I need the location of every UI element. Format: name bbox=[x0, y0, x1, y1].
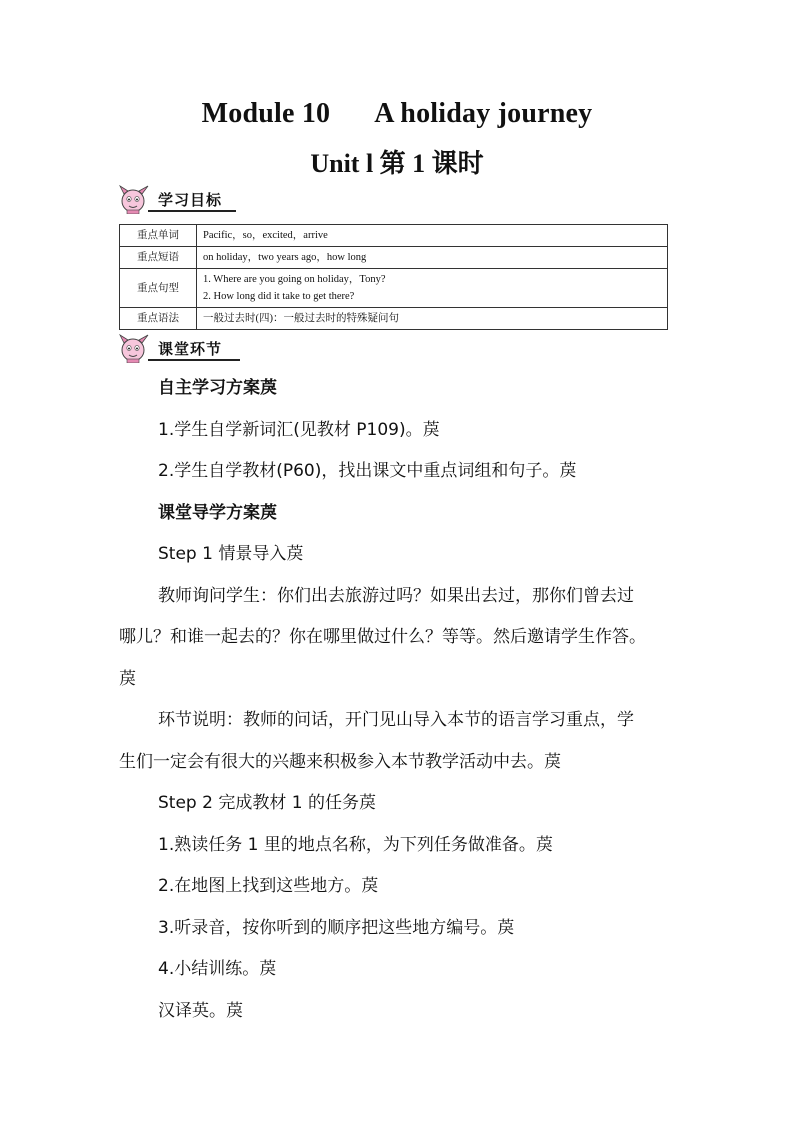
classroom-badge bbox=[118, 333, 242, 363]
module-number: Module 10 bbox=[201, 98, 331, 129]
objectives-badge bbox=[118, 184, 238, 214]
end-mark: 䓞 bbox=[119, 669, 136, 689]
task-item: 4.小结训练。䓞 bbox=[158, 959, 277, 979]
objectives-badge-label: 学习目标 bbox=[158, 191, 223, 209]
table-key: 重点语法 bbox=[120, 308, 197, 330]
table-row bbox=[120, 269, 668, 308]
paragraph-line: 生们一定会有很大的兴趣来积极参入本节教学活动中去。䓞 bbox=[119, 752, 561, 772]
table-value: 一般过去时(四)：一般过去时的特殊疑问句 bbox=[197, 308, 668, 330]
step-heading: Step 2 完成教材 1 的任务䓞 bbox=[158, 793, 376, 813]
paragraph-line: 哪儿？和谁一起去的？你在哪里做过什么？等等。然后邀请学生作答。 bbox=[119, 627, 646, 647]
table-value: on holiday，two years ago，how long bbox=[197, 247, 668, 269]
table-row bbox=[120, 225, 668, 247]
step-heading: Step 1 情景导入䓞 bbox=[158, 544, 304, 564]
classroom-badge-label: 课堂环节 bbox=[158, 340, 223, 358]
section-heading: 课堂导学方案䓞 bbox=[158, 503, 277, 523]
task-item: 汉译英。䓞 bbox=[158, 1001, 243, 1021]
table-row bbox=[120, 247, 668, 269]
paragraph-line: 教师询问学生：你们出去旅游过吗？如果出去过，那你们曾去过 bbox=[158, 586, 634, 606]
table-row bbox=[120, 308, 668, 330]
task-item: 1.熟读任务 1 里的地点名称，为下列任务做准备。䓞 bbox=[158, 835, 553, 855]
module-title bbox=[0, 98, 794, 130]
module-topic: A holiday journey bbox=[374, 98, 593, 129]
objectives-table bbox=[119, 224, 668, 330]
task-item: 3.听录音，按你听到的顺序把这些地方编号。䓞 bbox=[158, 918, 515, 938]
sentence-pattern-2: 2. How long did it take to get there? bbox=[203, 291, 355, 302]
badge-underline bbox=[148, 359, 240, 361]
table-key: 重点句型 bbox=[120, 269, 197, 308]
table-key: 重点单词 bbox=[120, 225, 197, 247]
paragraph-line: 环节说明：教师的问话，开门见山导入本节的语言学习重点，学 bbox=[158, 710, 634, 730]
table-key: 重点短语 bbox=[120, 247, 197, 269]
section-heading: 自主学习方案䓞 bbox=[158, 378, 277, 398]
table-value: Pacific，so，excited，arrive bbox=[197, 225, 668, 247]
paragraph: 2.学生自学教材(P60)，找出课文中重点词组和句子。䓞 bbox=[158, 461, 577, 481]
table-value bbox=[197, 269, 668, 308]
sentence-pattern-1: 1. Where are you going on holiday，Tony? bbox=[203, 274, 386, 285]
task-item: 2.在地图上找到这些地方。䓞 bbox=[158, 876, 379, 896]
paragraph: 1.学生自学新词汇(见教材 P109)。䓞 bbox=[158, 420, 440, 440]
unit-title: Unit l 第 1 课时 bbox=[310, 149, 484, 178]
badge-underline bbox=[148, 210, 236, 212]
